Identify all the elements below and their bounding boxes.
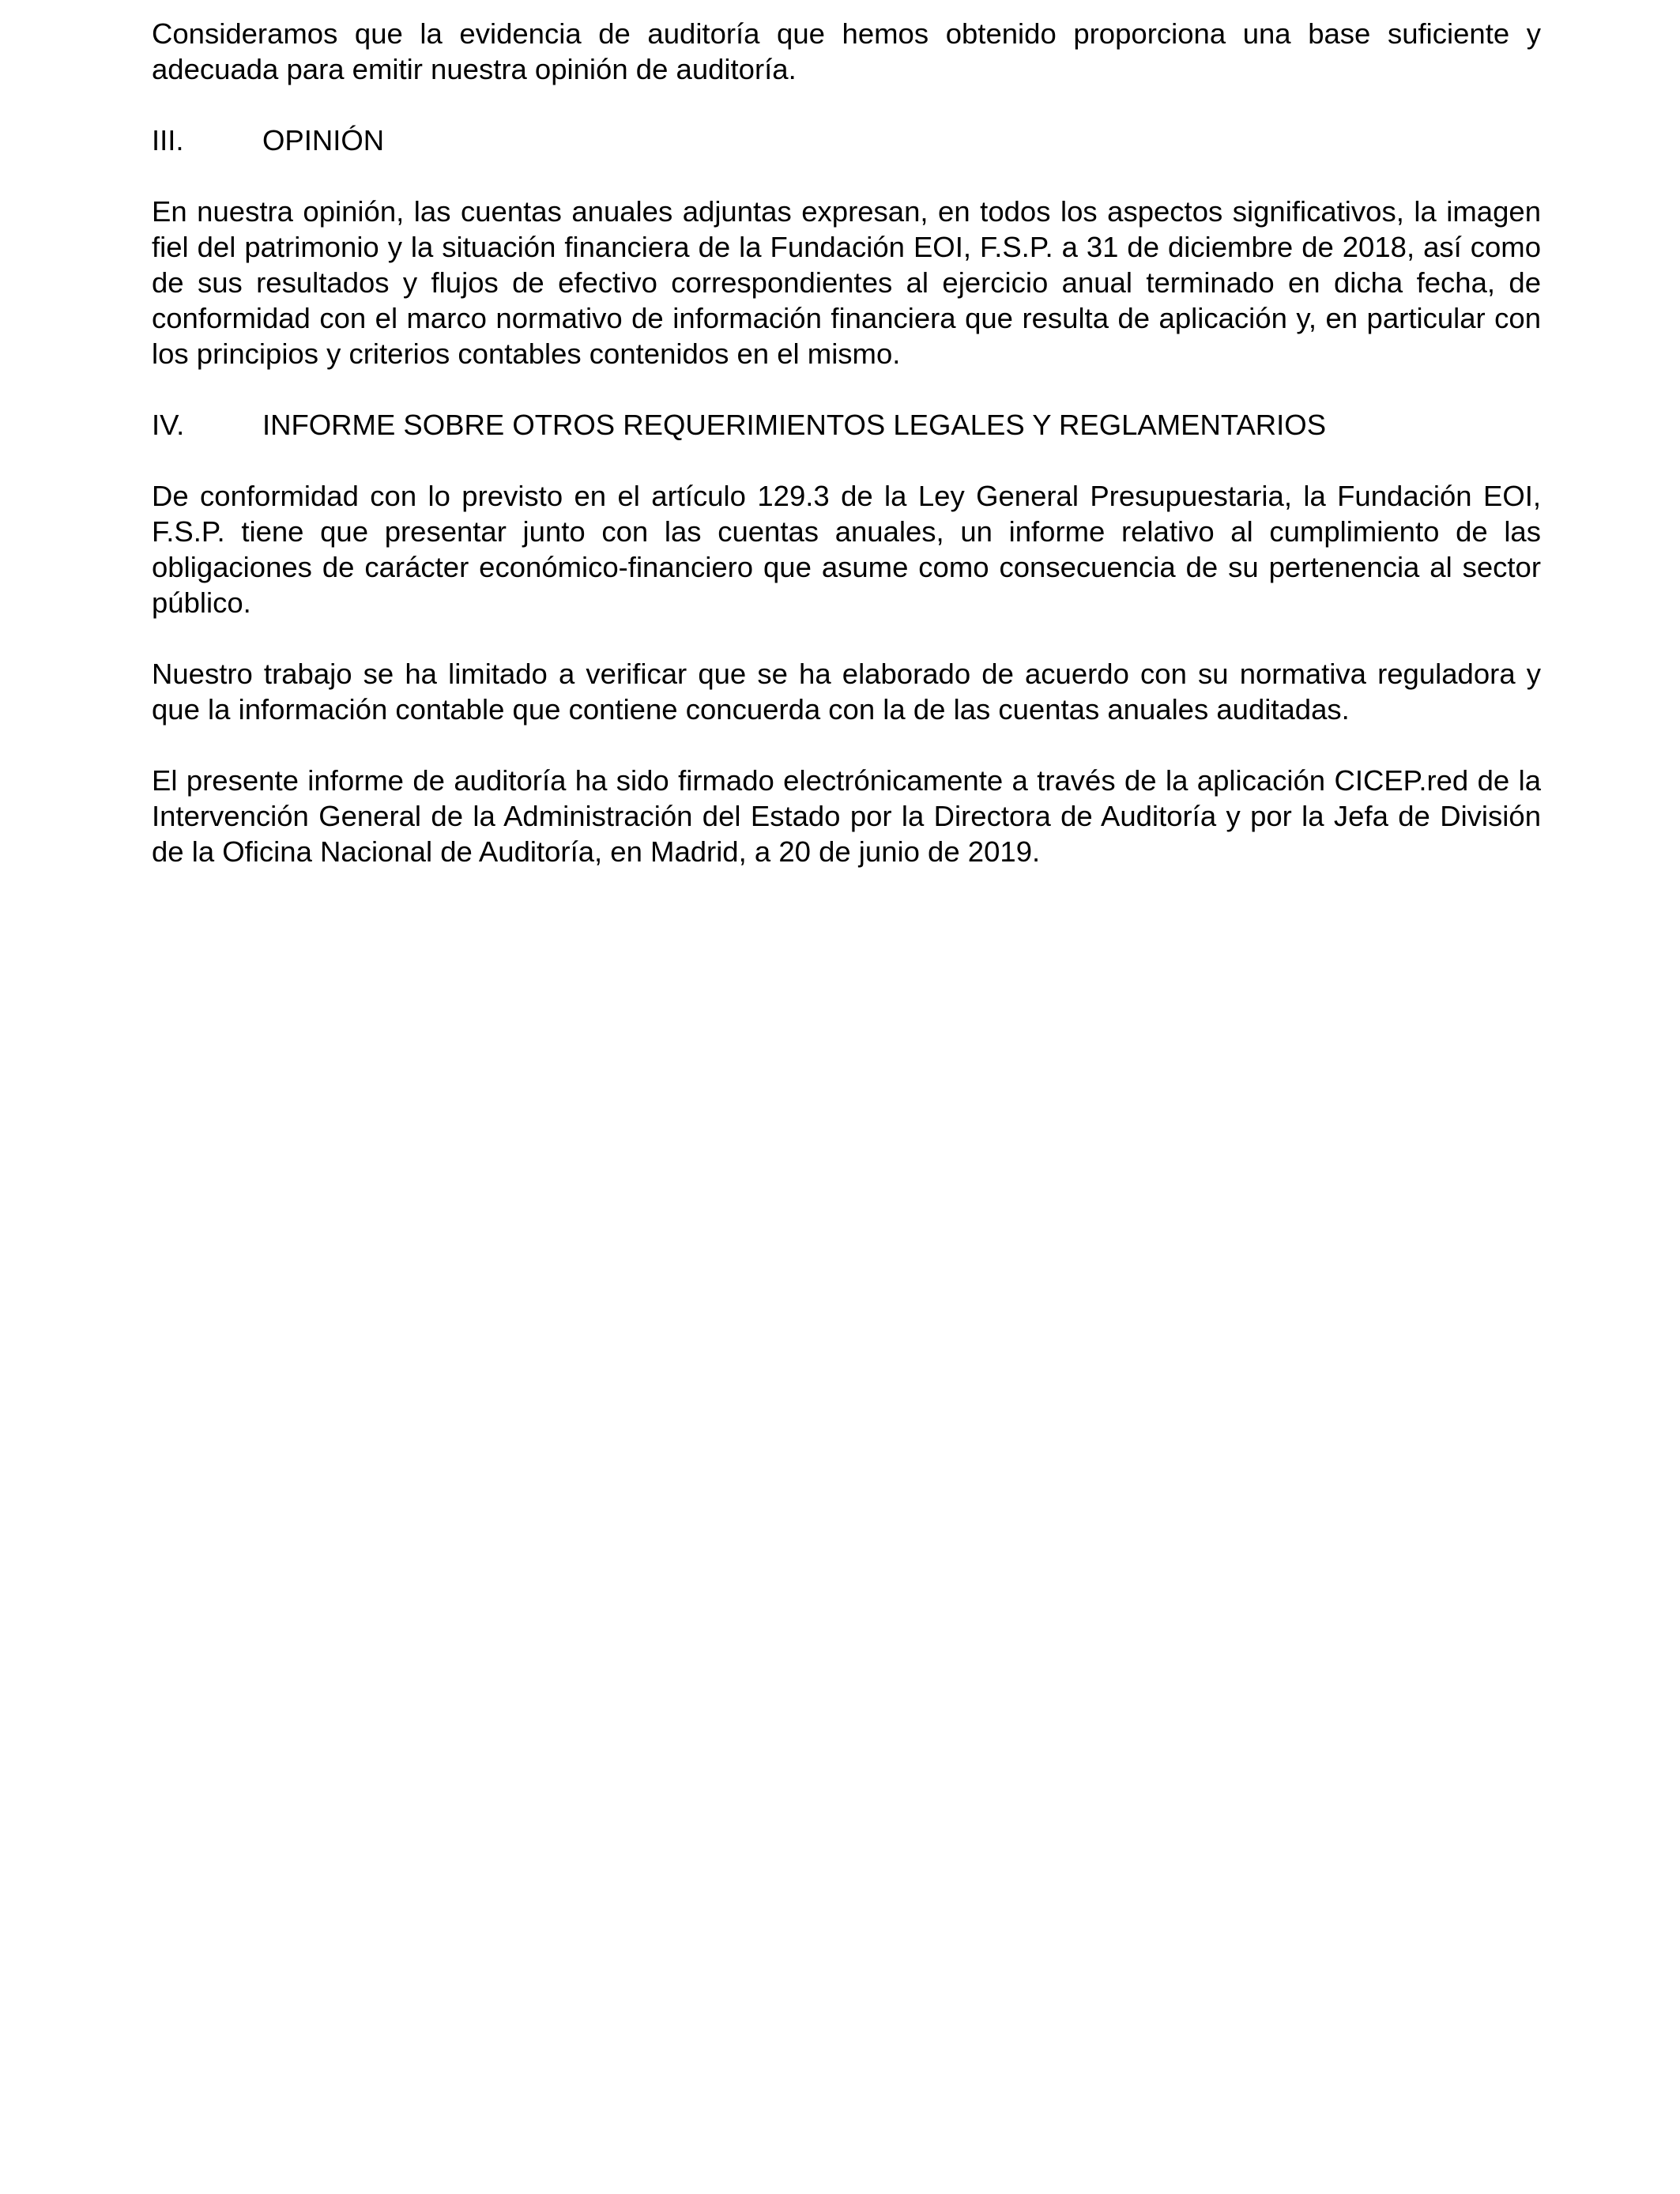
intro-paragraph: Consideramos que la evidencia de auditoría que hemos obtenido proporciona una base suficiente y adecuada para emitir nuestra opinión de auditoría. xyxy=(152,17,1541,85)
section-iv-title: INFORME SOBRE OTROS REQUERIMIENTOS LEGALES Y REGLAMENTARIOS xyxy=(262,409,1327,441)
section-iv-number: IV. xyxy=(152,409,185,441)
document-page xyxy=(152,16,1541,905)
section-iii-title: OPINIÓN xyxy=(262,124,385,156)
legal-paragraph-1: De conformidad con lo previsto en el artículo 129.3 de la Ley General Presupuestaria, la Fundación EOI, F.S.P. tiene que presentar junto con las cuentas anuales, un informe relativo al cumplimiento de las obligaciones de carácter económico-financiero que asume como consecuencia de su pertenencia al sector público. xyxy=(152,480,1541,619)
section-iii-heading xyxy=(152,123,1541,158)
opinion-paragraph: En nuestra opinión, las cuentas anuales adjuntas expresan, en todos los aspectos significativos, la imagen fiel del patrimonio y la situación financiera de la Fundación EOI, F.S.P. a 31 de diciembre de 2018, así como de sus resultados y flujos de efectivo correspondientes al ejercicio anual terminado en dicha fecha, de conformidad con el marco normativo de información financiera que resulta de aplicación y, en particular con los principios y criterios contables contenidos en el mismo. xyxy=(152,195,1541,370)
legal-paragraph-2: Nuestro trabajo se ha limitado a verificar que se ha elaborado de acuerdo con su normativa reguladora y que la información contable que contiene concuerda con la de las cuentas anuales auditadas. xyxy=(152,658,1541,726)
section-iv-heading xyxy=(152,407,1541,443)
section-iii-number: III. xyxy=(152,124,184,156)
signature-paragraph: El presente informe de auditoría ha sido firmado electrónicamente a través de la aplicación CICEP.red de la Intervención General de la Administración del Estado por la Directora de Auditoría y por la Jefa de División de la Oficina Nacional de Auditoría, en Madrid, a 20 de junio de 2019. xyxy=(152,764,1541,868)
